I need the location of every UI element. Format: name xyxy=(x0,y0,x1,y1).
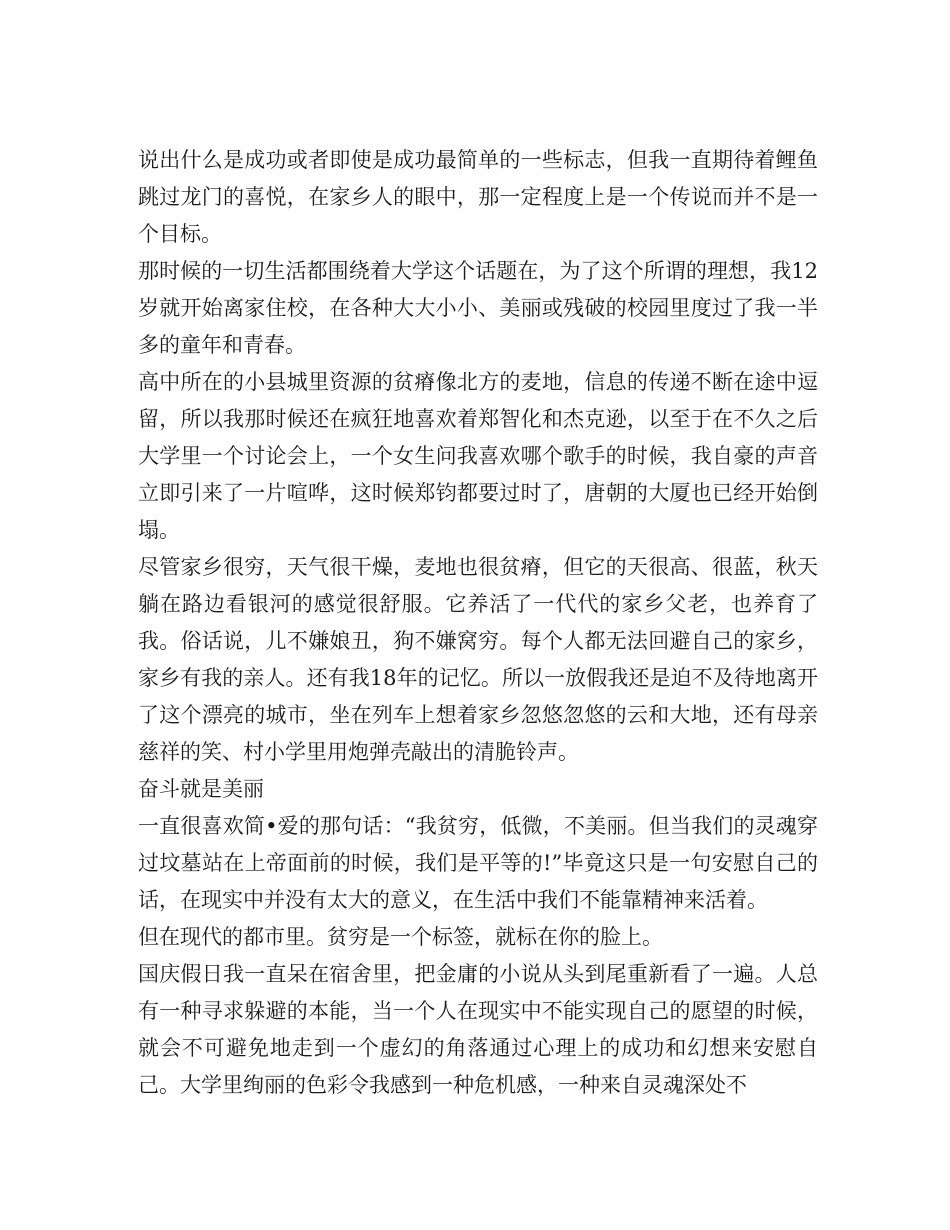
paragraph-5: 一直很喜欢简•爱的那句话：“我贫穷，低微，不美丽。但当我们的灵魂穿过坟墓站在上帝面前的时候，我们是平等的!”毕竟这只是一句安慰自己的话，在现实中并没有太大的意义，在生活中我们不能靠精神来活着。 xyxy=(138,814,818,912)
paragraph-3: 高中所在的小县城里资源的贫瘠像北方的麦地，信息的传递不断在途中逗留，所以我那时候还在疯狂地喜欢着郑智化和杰克逊，以至于在不久之后大学里一个讨论会上，一个女生问我喜欢哪个歌手的时候，我自豪的声音立即引来了一片喧哗，这时候郑钧都要过时了，唐朝的大厦也已经开始倒塌。 xyxy=(138,370,818,542)
paragraph-2: 那时候的一切生活都围绕着大学这个话题在，为了这个所谓的理想，我12岁就开始离家住校，在各种大大小小、美丽或残破的校园里度过了我一半多的童年和青春。 xyxy=(138,259,818,357)
paragraph-7: 国庆假日我一直呆在宿舍里，把金庸的小说从头到尾重新看了一遍。人总有一种寻求躲避的本能，当一个人在现实中不能实现自己的愿望的时候，就会不可避免地走到一个虚幻的角落通过心理上的成功和幻想来安慰自己。大学里绚丽的色彩令我感到一种危机感，一种来自灵魂深处不 xyxy=(138,962,818,1097)
paragraph-6: 但在现代的都市里。贫穷是一个标签，就标在你的脸上。 xyxy=(138,925,663,949)
paragraph-4: 尽管家乡很穷，天气很干燥，麦地也很贫瘠，但它的天很高、很蓝，秋天躺在路边看银河的感觉很舒服。它养活了一代代的家乡父老，也养育了我。俗话说，儿不嫌娘丑，狗不嫌窝穷。每个人都无法回避自己的家乡，家乡有我的亲人。还有我18年的记忆。所以一放假我还是迫不及待地离开了这个漂亮的城市，坐在列车上想着家乡忽悠忽悠的云和大地，还有母亲慈祥的笑、村小学里用炮弹壳敲出的清脆铃声。 xyxy=(138,555,818,764)
paragraph-1: 说出什么是成功或者即使是成功最简单的一些标志，但我一直期待着鲤鱼跳过龙门的喜悦，在家乡人的眼中，那一定程度上是一个传说而并不是一个目标。 xyxy=(138,148,818,246)
document-body xyxy=(138,142,818,1104)
section-heading: 奋斗就是美丽 xyxy=(138,777,264,801)
